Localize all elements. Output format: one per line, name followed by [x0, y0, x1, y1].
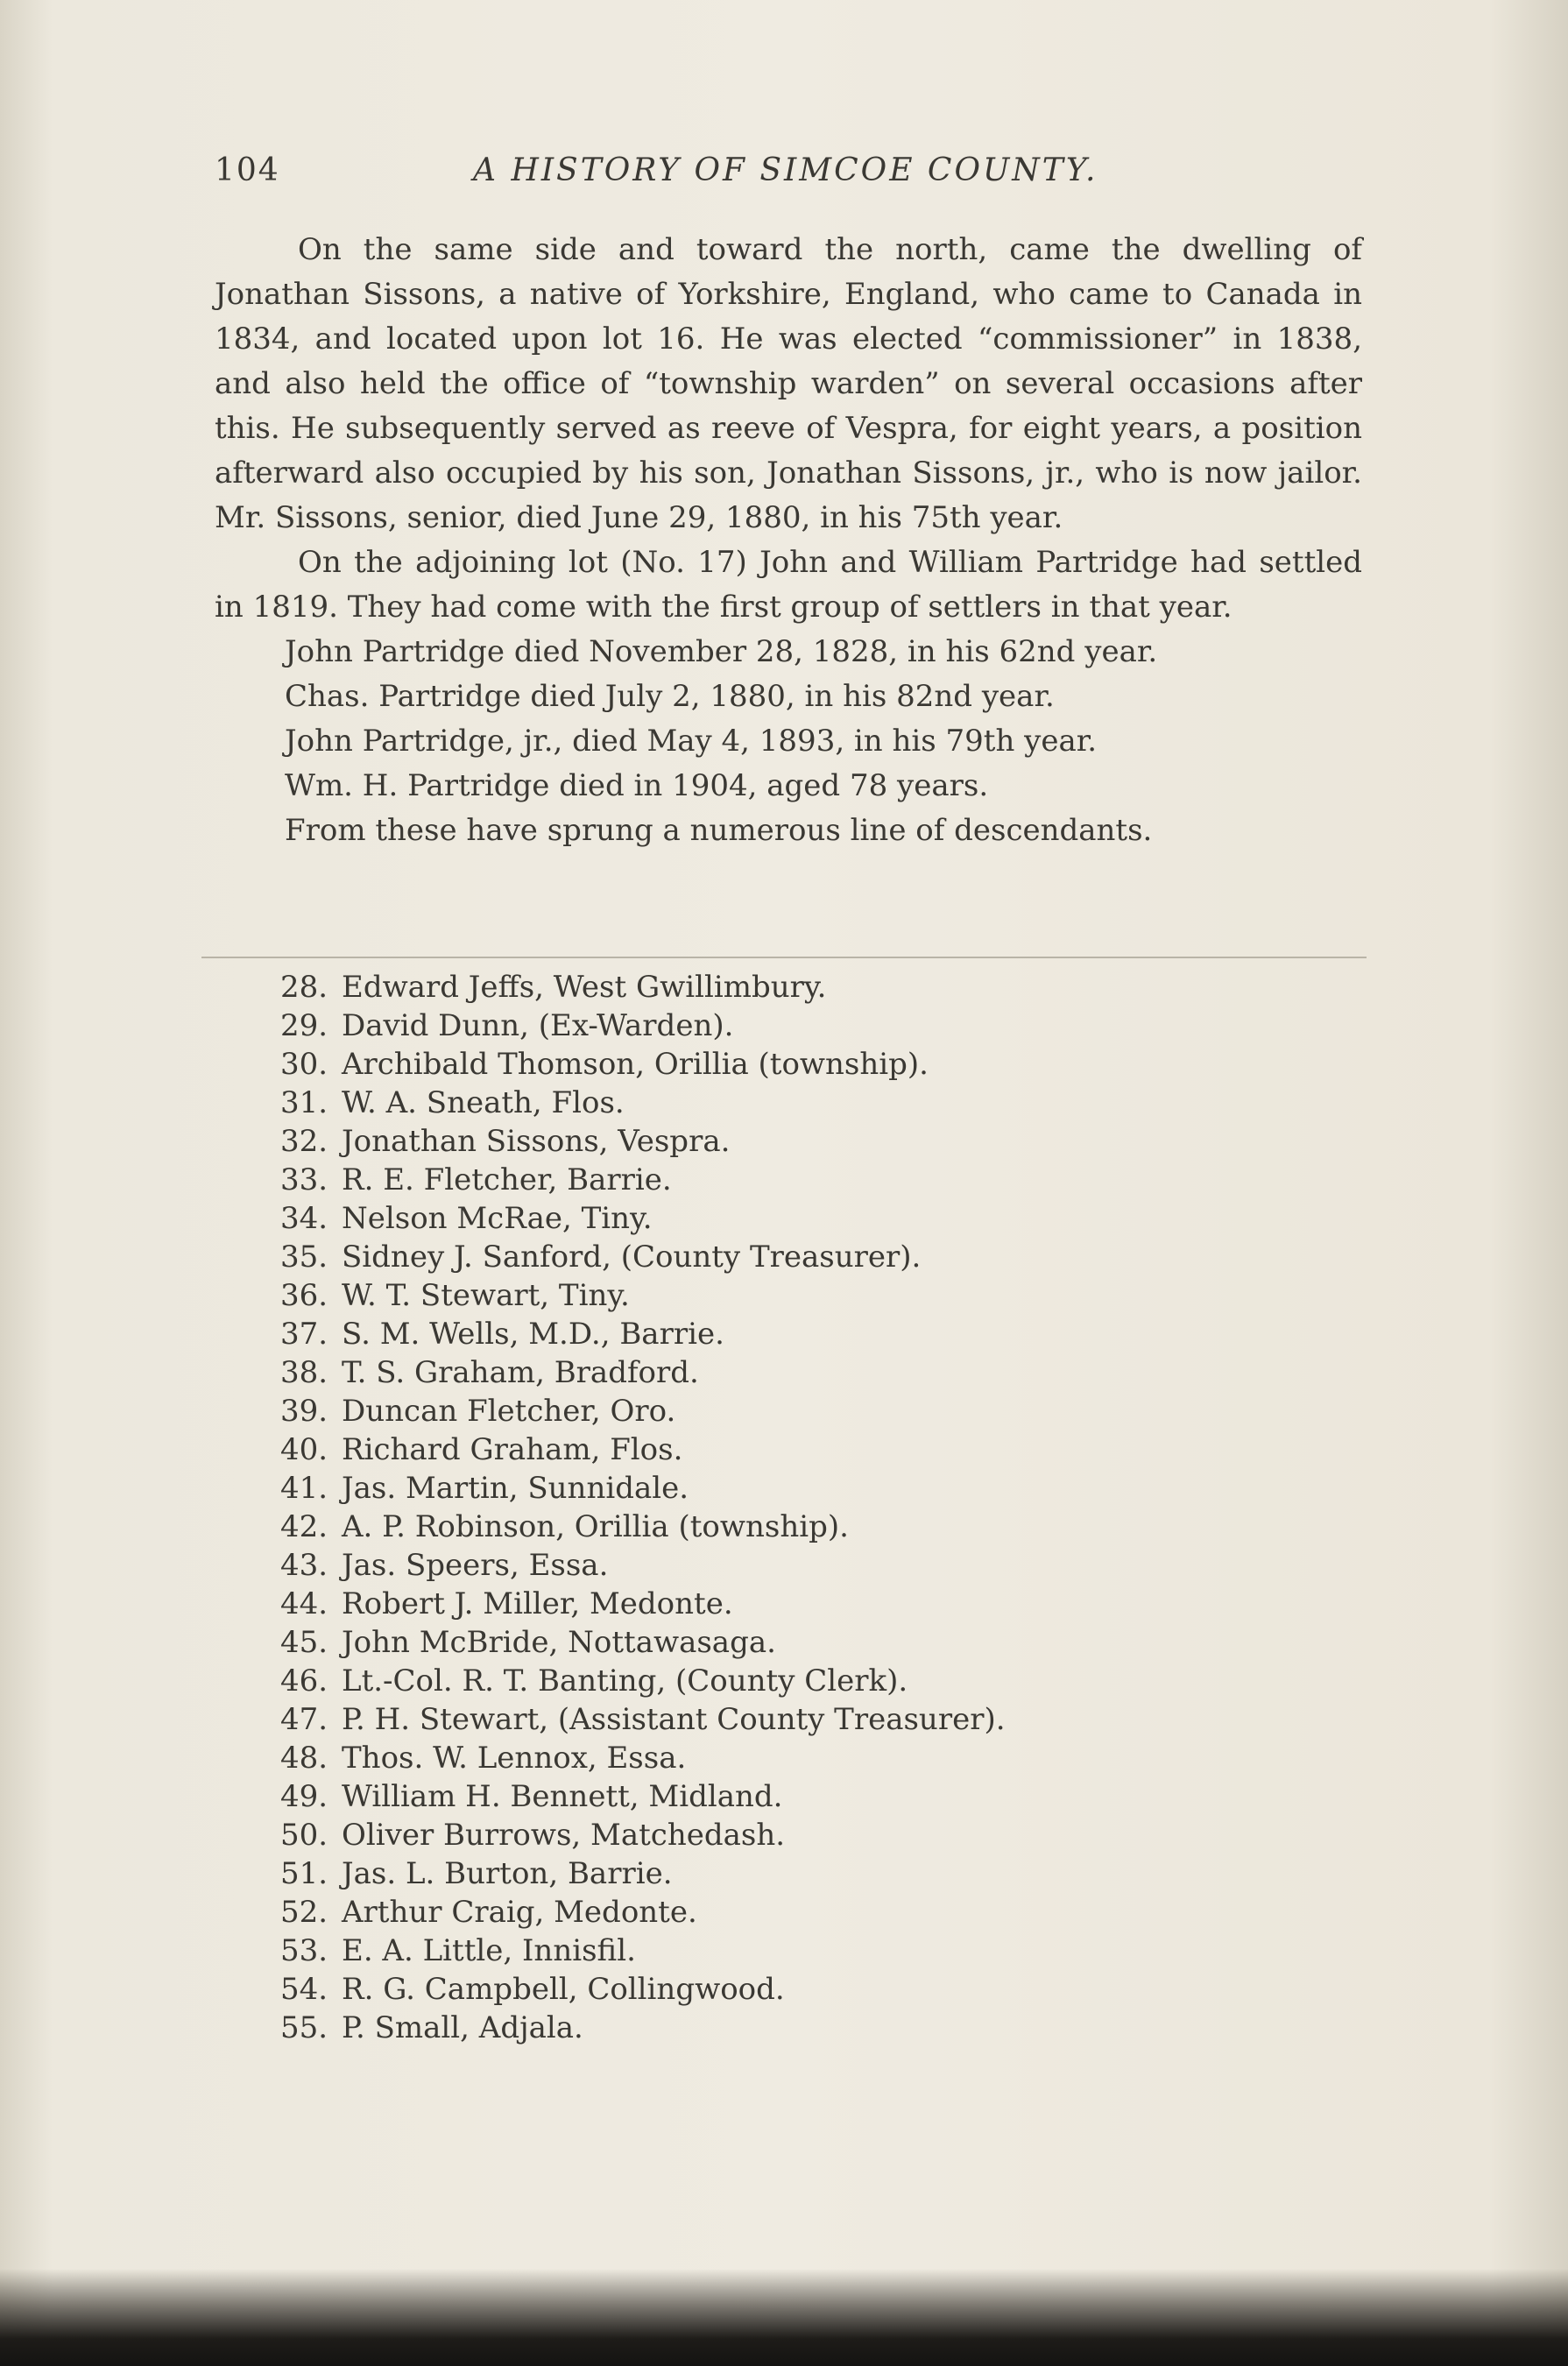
list-item-number: 45.	[280, 1625, 328, 1660]
list-item-name: R. G. Campbell, Collingwood.	[342, 1972, 785, 2007]
list-item-number: 41.	[280, 1471, 328, 1506]
page-header	[215, 149, 1388, 201]
list-item-number: 42.	[280, 1509, 328, 1544]
list-item	[280, 1199, 1331, 1238]
list-item	[280, 1045, 1331, 1084]
list-item-name: W. T. Stewart, Tiny.	[342, 1278, 630, 1313]
body-text	[215, 228, 1362, 853]
list-item-number: 30.	[280, 1047, 328, 1082]
list-item-name: Oliver Burrows, Matchedash.	[342, 1818, 786, 1853]
list-item	[280, 1662, 1331, 1700]
list-item-name: Sidney J. Sanford, (County Treasurer).	[342, 1240, 922, 1275]
list-item	[280, 2009, 1331, 2047]
death-record: Wm. H. Partridge died in 1904, aged 78 years.	[285, 768, 989, 803]
list-item-name: Edward Jeffs, West Gwillimbury.	[342, 970, 827, 1005]
list-item-name: R. E. Fletcher, Barrie.	[342, 1162, 672, 1197]
list-item-number: 50.	[280, 1818, 328, 1853]
list-item-number: 40.	[280, 1432, 328, 1467]
list-item-name: A. P. Robinson, Orillia (township).	[342, 1509, 849, 1544]
list-item-name: John McBride, Nottawasaga.	[342, 1625, 776, 1660]
list-item-name: Jas. L. Burton, Barrie.	[342, 1856, 673, 1891]
list-item-number: 31.	[280, 1085, 328, 1120]
descendants-note: From these have sprung a numerous line of descendants.	[285, 813, 1153, 848]
list-item-name: Jonathan Sissons, Vespra.	[342, 1124, 731, 1159]
list-item-number: 28.	[280, 970, 328, 1005]
list-item	[280, 1700, 1331, 1739]
list-item-number: 49.	[280, 1779, 328, 1814]
list-item	[280, 1970, 1331, 2009]
death-record: John Partridge died November 28, 1828, in his 62nd year.	[285, 634, 1158, 669]
list-item	[280, 1469, 1331, 1508]
list-item-name: David Dunn, (Ex-Warden).	[342, 1008, 734, 1043]
list-item-number: 48.	[280, 1741, 328, 1776]
list-item	[280, 1006, 1331, 1045]
list-item	[280, 968, 1331, 1006]
list-item-number: 32.	[280, 1124, 328, 1159]
list-item-name: Archibald Thomson, Orillia (township).	[342, 1047, 929, 1082]
list-item-number: 54.	[280, 1972, 328, 2007]
list-item-name: Duncan Fletcher, Oro.	[342, 1394, 676, 1429]
list-item-name: Jas. Speers, Essa.	[342, 1548, 609, 1583]
list-item-number: 39.	[280, 1394, 328, 1429]
scan-shadow	[0, 2269, 1568, 2366]
list-item	[280, 1315, 1331, 1353]
list-item	[280, 1276, 1331, 1315]
list-item-number: 44.	[280, 1586, 328, 1621]
list-item-number: 34.	[280, 1201, 328, 1236]
list-item-number: 46.	[280, 1663, 328, 1699]
list-item-number: 36.	[280, 1278, 328, 1313]
death-record: John Partridge, jr., died May 4, 1893, in his 79th year.	[285, 724, 1098, 759]
list-item-number: 51.	[280, 1856, 328, 1891]
list-item	[280, 1816, 1331, 1854]
death-record: Chas. Partridge died July 2, 1880, in his 82nd year.	[285, 679, 1055, 714]
list-item-number: 53.	[280, 1933, 328, 1968]
list-item	[280, 1893, 1331, 1932]
list-item	[280, 1122, 1331, 1161]
list-item-name: S. M. Wells, M.D., Barrie.	[342, 1317, 724, 1352]
list-item	[280, 1777, 1331, 1816]
list-item	[280, 1430, 1331, 1469]
list-item	[280, 1238, 1331, 1276]
list-item-name: Robert J. Miller, Medonte.	[342, 1586, 733, 1621]
list-item-name: Nelson McRae, Tiny.	[342, 1201, 653, 1236]
paragraph-sissons: On the same side and toward the north, came the dwelling of Jonathan Sissons, a native of Yorkshire, England, who came to Canada in 1834, and located upon lot 16. He was elected “commissioner” in 1838, and also held the office of “township warden” on several occasions after this. He subsequently served as reeve of Vespra, for eight years, a position afterward also occupied by his son, Jonathan Sissons, jr., who is now jailor. Mr. Sissons, senior, died June 29, 1880, in his 75th year.	[215, 232, 1362, 535]
list-item	[280, 1161, 1331, 1199]
list-item-number: 47.	[280, 1702, 328, 1737]
list-item	[280, 1623, 1331, 1662]
list-item	[280, 1854, 1331, 1893]
list-item-name: Lt.-Col. R. T. Banting, (County Clerk).	[342, 1663, 908, 1699]
list-item	[280, 1353, 1331, 1392]
list-item-name: P. H. Stewart, (Assistant County Treasurer).	[342, 1702, 1006, 1737]
list-item-number: 38.	[280, 1355, 328, 1390]
list-item-name: E. A. Little, Innisfil.	[342, 1933, 636, 1968]
list-item-name: William H. Bennett, Midland.	[342, 1779, 783, 1814]
list-item	[280, 1392, 1331, 1430]
section-divider	[201, 957, 1367, 958]
list-item-number: 35.	[280, 1240, 328, 1275]
list-item-name: T. S. Graham, Bradford.	[342, 1355, 699, 1390]
numbered-name-list	[280, 968, 1331, 2047]
list-item-number: 37.	[280, 1317, 328, 1352]
list-item-name: Arthur Craig, Medonte.	[342, 1895, 697, 1930]
list-item-number: 55.	[280, 2010, 328, 2045]
list-item-name: Jas. Martin, Sunnidale.	[342, 1471, 689, 1506]
list-item-number: 52.	[280, 1895, 328, 1930]
list-item	[280, 1508, 1331, 1546]
running-title: A HISTORY OF SIMCOE COUNTY.	[473, 152, 1098, 188]
list-item-number: 29.	[280, 1008, 328, 1043]
list-item	[280, 1546, 1331, 1585]
list-item	[280, 1739, 1331, 1777]
list-item-name: W. A. Sneath, Flos.	[342, 1085, 625, 1120]
list-item-name: P. Small, Adjala.	[342, 2010, 583, 2045]
list-item-number: 33.	[280, 1162, 328, 1197]
list-item-name: Thos. W. Lennox, Essa.	[342, 1741, 687, 1776]
list-item	[280, 1585, 1331, 1623]
page-number: 104	[215, 152, 280, 188]
list-item-number: 43.	[280, 1548, 328, 1583]
list-item	[280, 1084, 1331, 1122]
list-item-name: Richard Graham, Flos.	[342, 1432, 683, 1467]
paragraph-partridge: On the adjoining lot (No. 17) John and William Partridge had settled in 1819. They had come with the first group of settlers in that year.	[215, 545, 1362, 625]
list-item	[280, 1932, 1331, 1970]
